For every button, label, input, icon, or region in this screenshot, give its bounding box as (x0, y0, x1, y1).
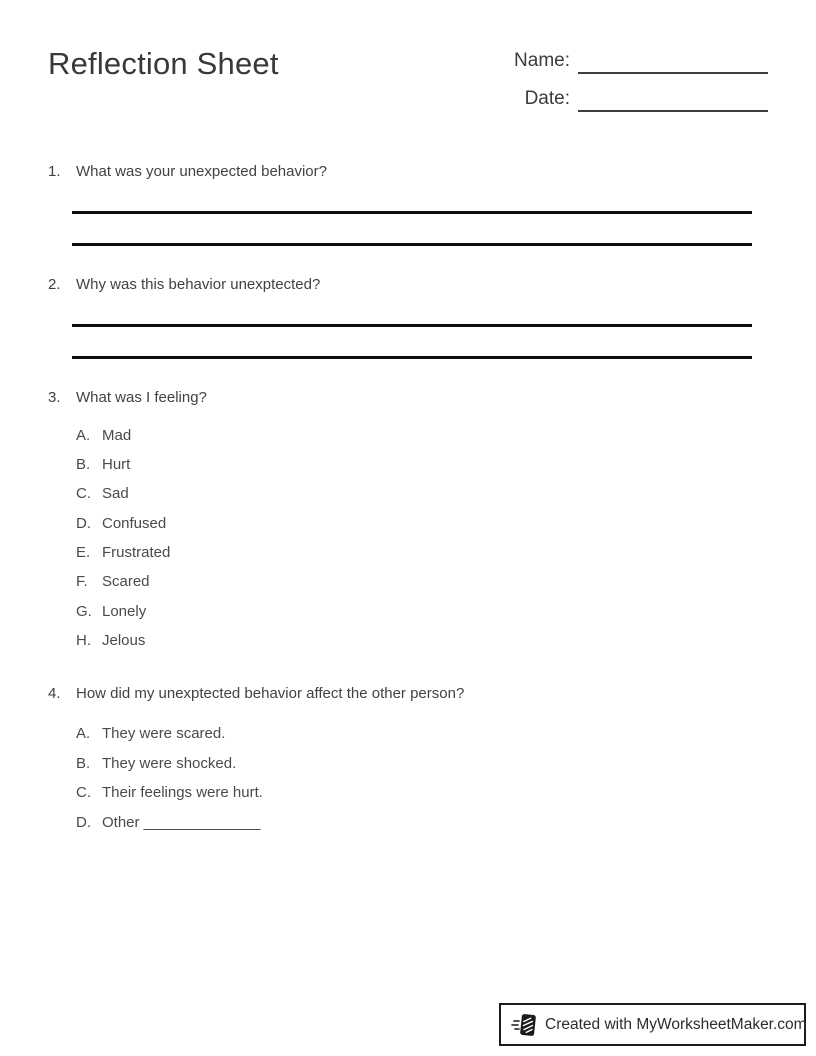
option-label: Mad (102, 427, 132, 444)
name-input-line[interactable] (578, 50, 768, 74)
name-label: Name: (514, 50, 570, 71)
answer-line[interactable] (72, 356, 752, 359)
question-2-number: 2. (48, 276, 61, 293)
option-letter: B. (76, 456, 91, 473)
option-letter: E. (76, 544, 91, 561)
option-letter: F. (76, 573, 88, 590)
question-1-text: What was your unexpected behavior? (76, 163, 327, 180)
flying-document-icon (511, 1012, 537, 1038)
question-1-number: 1. (48, 163, 61, 180)
option-letter: D. (76, 515, 91, 532)
question-4-text: How did my unexptected behavior affect the other person? (76, 685, 465, 702)
question-3-text: What was I feeling? (76, 389, 207, 406)
option-letter: G. (76, 603, 92, 620)
question-3-number: 3. (48, 389, 61, 406)
option-label: Lonely (102, 603, 147, 620)
option-label: Scared (102, 573, 150, 590)
option-label: Jelous (102, 632, 146, 649)
page-title: Reflection Sheet (48, 46, 279, 81)
answer-line[interactable] (72, 211, 752, 214)
option-label: They were scared. (102, 725, 226, 742)
option-letter: A. (76, 427, 91, 444)
date-label: Date: (524, 88, 570, 109)
question-4-number: 4. (48, 685, 61, 702)
option-label: Hurt (102, 456, 131, 473)
answer-line[interactable] (72, 243, 752, 246)
option-label: Frustrated (102, 544, 171, 561)
option-letter: C. (76, 784, 91, 801)
option-letter: C. (76, 485, 91, 502)
option-letter: D. (76, 814, 91, 831)
option-label: They were shocked. (102, 755, 237, 772)
option-label[interactable]: Other ______________ (102, 814, 261, 831)
name-field-row (514, 48, 768, 74)
date-input-line[interactable] (578, 88, 768, 112)
question-2-text: Why was this behavior unexptected? (76, 276, 321, 293)
option-label: Sad (102, 485, 129, 502)
option-label: Confused (102, 515, 167, 532)
option-letter: H. (76, 632, 91, 649)
credit-text: Created with MyWorksheetMaker.com (545, 1015, 807, 1033)
date-field-row (525, 86, 768, 112)
answer-line[interactable] (72, 324, 752, 327)
option-letter: A. (76, 725, 91, 742)
option-letter: B. (76, 755, 91, 772)
option-label: Their feelings were hurt. (102, 784, 263, 801)
credit-box (499, 1003, 806, 1046)
